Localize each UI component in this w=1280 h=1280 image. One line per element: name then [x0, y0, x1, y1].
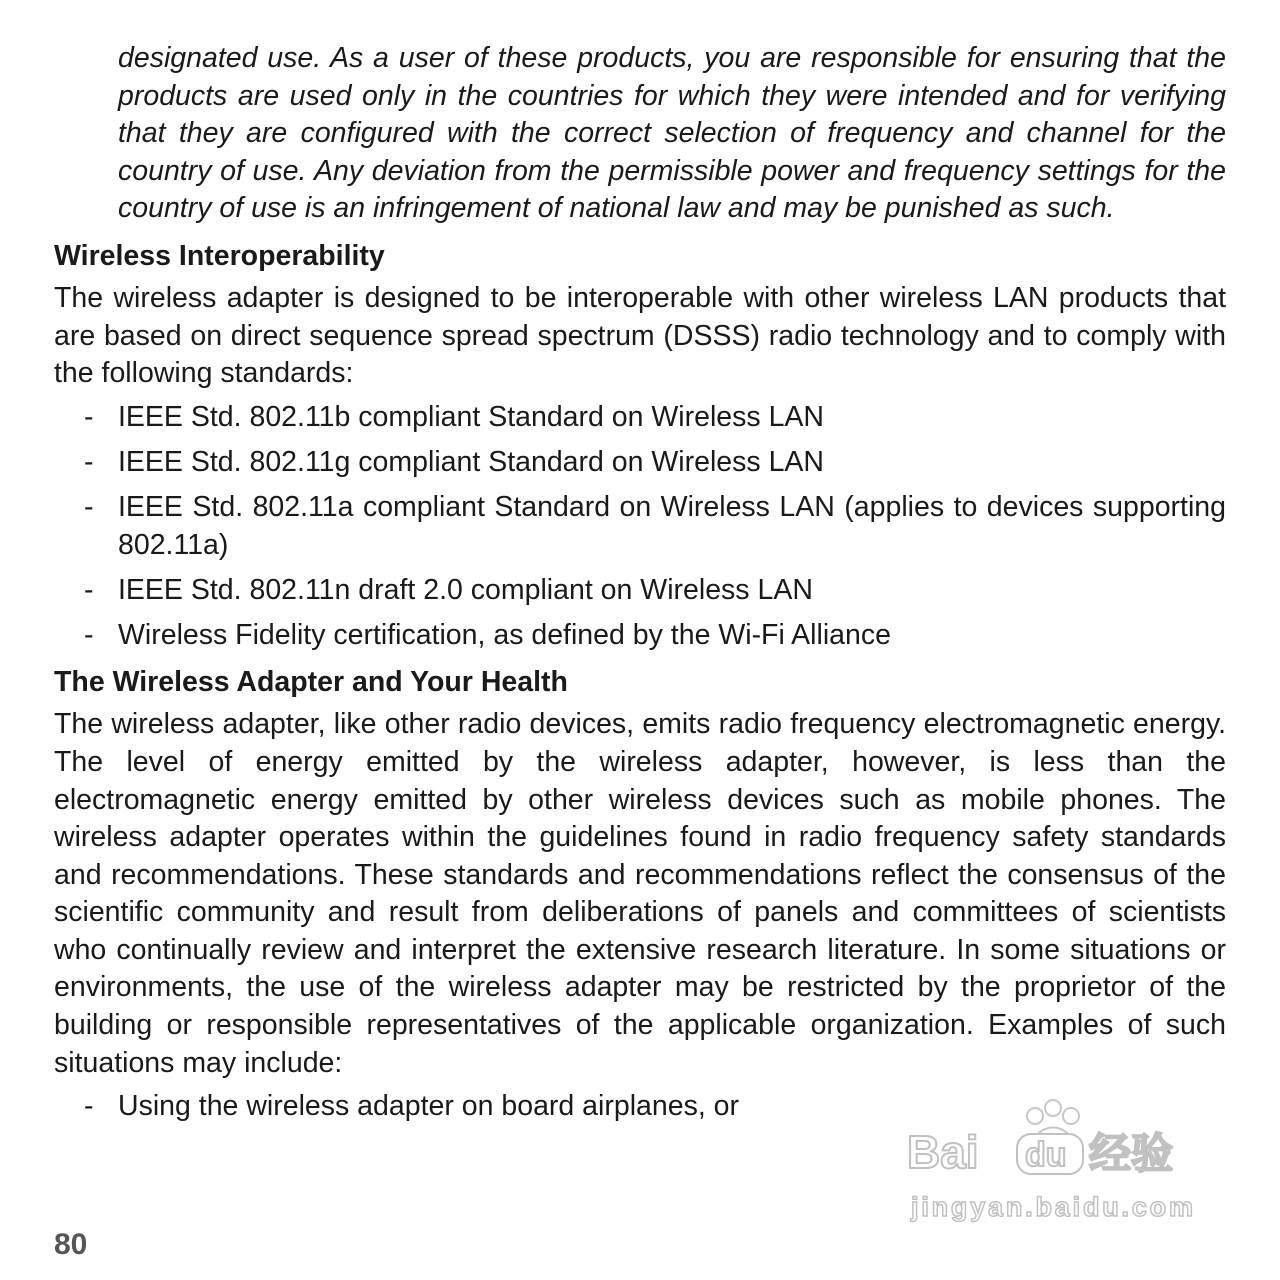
list-item-text: IEEE Std. 802.11g compliant Standard on Wireless LAN	[118, 445, 825, 478]
intro-paragraph: designated use. As a user of these products, you are responsible for ensuring that the products are used only in the countries for which they were intended and for verifying that they are configured with the correct selection of frequency and channel for the country of use. Any deviation from the permissible power and frequency settings for the country of use is an infringement of national law and may be punished as such.	[118, 42, 1226, 225]
bullet-dash: -	[84, 618, 94, 651]
list-item-text: IEEE Std. 802.11n draft 2.0 compliant on Wireless LAN	[118, 573, 813, 606]
list-item	[54, 399, 1226, 437]
list-item-text: Wireless Fidelity certification, as defined by the Wi-Fi Alliance	[118, 618, 891, 651]
svg-text:du: du	[1025, 1136, 1067, 1174]
svg-text:Bai: Bai	[907, 1126, 979, 1178]
interop-paragraph: The wireless adapter is designed to be interoperable with other wireless LAN products that are based on direct sequence spread spectrum (DSSS) radio technology and to comply with the following standards:	[54, 281, 1226, 390]
bullet-dash: -	[84, 1090, 94, 1123]
health-paragraph: The wireless adapter, like other radio devices, emits radio frequency electromagnetic energy. The level of energy emitted by the wireless adapter, however, is less than the electromagnetic energy emitted by other wireless devices such as mobile phones. The wireless adapter operates within the guidelines found in radio frequency safety standards and recommendations. These standards and recommendations reflect the consensus of the scientific community and result from deliberations of panels and committees of scientists who continually review and interpret the extensive research literature. In some situations or environments, the use of the wireless adapter may be restricted by the proprietor of the building or responsible representatives of the applicable organization. Examples of such situations may include:	[54, 708, 1226, 1079]
bullet-dash: -	[84, 490, 94, 523]
list-item-text: Using the wireless adapter on board airplanes, or	[118, 1090, 740, 1123]
svg-text:经验: 经验	[1089, 1129, 1174, 1178]
bullet-dash: -	[84, 400, 94, 433]
heading-adapter-health: The Wireless Adapter and Your Health	[54, 666, 568, 699]
bullet-dash: -	[84, 445, 94, 478]
list-item	[54, 444, 1226, 482]
svg-text:jingyan.baidu.com: jingyan.baidu.com	[911, 1192, 1193, 1222]
list-item	[54, 572, 1226, 610]
list-item	[54, 489, 1226, 564]
page-number: 80	[54, 1228, 88, 1261]
baidu-watermark-logo	[905, 1090, 1205, 1230]
list-item-text: IEEE Std. 802.11a compliant Standard on Wireless LAN (applies to devices supporting 802.11a)	[118, 490, 1226, 561]
list-item	[54, 617, 1226, 655]
standards-list	[54, 399, 1226, 655]
document-page	[54, 40, 1226, 1133]
bullet-dash: -	[84, 573, 94, 606]
list-item-text: IEEE Std. 802.11b compliant Standard on Wireless LAN	[118, 400, 825, 433]
heading-wireless-interoperability: Wireless Interoperability	[54, 239, 385, 272]
